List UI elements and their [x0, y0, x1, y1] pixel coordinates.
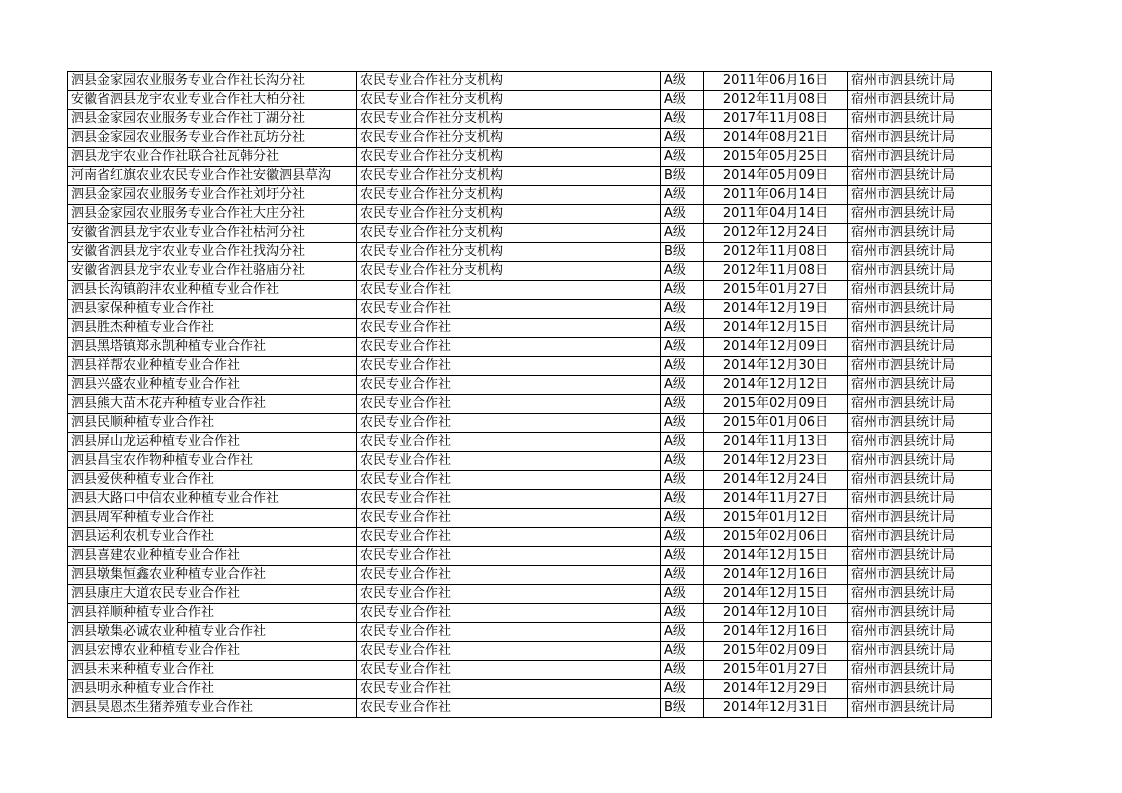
table-row	[68, 281, 992, 300]
grade-cell: A级	[661, 547, 704, 566]
date-cell: 2014年12月23日	[704, 452, 848, 471]
table-row	[68, 91, 992, 110]
date-cell: 2017年11月08日	[704, 110, 848, 129]
date-cell: 2014年12月15日	[704, 319, 848, 338]
date-cell: 2011年06月14日	[704, 186, 848, 205]
org-type-cell: 农民专业合作社分支机构	[357, 72, 661, 91]
authority-cell: 宿州市泗县统计局	[848, 604, 992, 623]
grade-cell: A级	[661, 376, 704, 395]
org-name-cell: 安徽省泗县龙宇农业专业合作社大柏分社	[68, 91, 357, 110]
org-name-cell: 泗县爱侠种植专业合作社	[68, 471, 357, 490]
table-row	[68, 262, 992, 281]
grade-cell: B级	[661, 167, 704, 186]
grade-cell: A级	[661, 300, 704, 319]
authority-cell: 宿州市泗县统计局	[848, 338, 992, 357]
date-cell: 2015年01月06日	[704, 414, 848, 433]
table-row	[68, 205, 992, 224]
org-type-cell: 农民专业合作社分支机构	[357, 148, 661, 167]
org-type-cell: 农民专业合作社分支机构	[357, 167, 661, 186]
org-type-cell: 农民专业合作社分支机构	[357, 186, 661, 205]
grade-cell: B级	[661, 243, 704, 262]
org-type-cell: 农民专业合作社	[357, 300, 661, 319]
grade-cell: A级	[661, 205, 704, 224]
authority-cell: 宿州市泗县统计局	[848, 509, 992, 528]
grade-cell: A级	[661, 452, 704, 471]
authority-cell: 宿州市泗县统计局	[848, 566, 992, 585]
authority-cell: 宿州市泗县统计局	[848, 224, 992, 243]
date-cell: 2012年12月24日	[704, 224, 848, 243]
grade-cell: A级	[661, 224, 704, 243]
authority-cell: 宿州市泗县统计局	[848, 110, 992, 129]
org-name-cell: 泗县金家园农业服务专业合作社长沟分社	[68, 72, 357, 91]
org-name-cell: 泗县昊恩杰生猪养殖专业合作社	[68, 699, 357, 718]
org-name-cell: 泗县金家园农业服务专业合作社刘圩分社	[68, 186, 357, 205]
org-name-cell: 泗县民顺种植专业合作社	[68, 414, 357, 433]
grade-cell: A级	[661, 281, 704, 300]
org-type-cell: 农民专业合作社	[357, 357, 661, 376]
org-type-cell: 农民专业合作社	[357, 471, 661, 490]
date-cell: 2012年11月08日	[704, 262, 848, 281]
table-row	[68, 186, 992, 205]
grade-cell: A级	[661, 110, 704, 129]
org-name-cell: 泗县墩集必诚农业种植专业合作社	[68, 623, 357, 642]
org-name-cell: 泗县明永种植专业合作社	[68, 680, 357, 699]
authority-cell: 宿州市泗县统计局	[848, 376, 992, 395]
table-row	[68, 528, 992, 547]
grade-cell: A级	[661, 509, 704, 528]
grade-cell: A级	[661, 623, 704, 642]
date-cell: 2014年12月12日	[704, 376, 848, 395]
grade-cell: A级	[661, 680, 704, 699]
grade-cell: A级	[661, 91, 704, 110]
org-name-cell: 泗县屏山龙运种植专业合作社	[68, 433, 357, 452]
date-cell: 2015年01月12日	[704, 509, 848, 528]
org-name-cell: 泗县长沟镇韵沣农业种植专业合作社	[68, 281, 357, 300]
org-type-cell: 农民专业合作社	[357, 585, 661, 604]
table-row	[68, 471, 992, 490]
org-name-cell: 泗县祥帮农业种植专业合作社	[68, 357, 357, 376]
org-name-cell: 泗县未来种植专业合作社	[68, 661, 357, 680]
org-name-cell: 泗县宏博农业种植专业合作社	[68, 642, 357, 661]
date-cell: 2014年12月16日	[704, 623, 848, 642]
org-name-cell: 泗县金家园农业服务专业合作社瓦坊分社	[68, 129, 357, 148]
grade-cell: A级	[661, 566, 704, 585]
org-name-cell: 泗县家保种植专业合作社	[68, 300, 357, 319]
date-cell: 2014年12月09日	[704, 338, 848, 357]
grade-cell: A级	[661, 642, 704, 661]
authority-cell: 宿州市泗县统计局	[848, 72, 992, 91]
table-row	[68, 699, 992, 718]
org-name-cell: 泗县金家园农业服务专业合作社大庄分社	[68, 205, 357, 224]
org-type-cell: 农民专业合作社	[357, 699, 661, 718]
grade-cell: A级	[661, 262, 704, 281]
table-row	[68, 547, 992, 566]
table-row	[68, 566, 992, 585]
org-name-cell: 河南省红旗农业农民专业合作社安徽泗县草沟	[68, 167, 357, 186]
date-cell: 2014年08月21日	[704, 129, 848, 148]
org-type-cell: 农民专业合作社分支机构	[357, 129, 661, 148]
grade-cell: A级	[661, 471, 704, 490]
org-name-cell: 泗县祥顺种植专业合作社	[68, 604, 357, 623]
org-type-cell: 农民专业合作社	[357, 547, 661, 566]
table-row	[68, 243, 992, 262]
date-cell: 2014年12月31日	[704, 699, 848, 718]
authority-cell: 宿州市泗县统计局	[848, 186, 992, 205]
grade-cell: A级	[661, 604, 704, 623]
org-type-cell: 农民专业合作社	[357, 414, 661, 433]
grade-cell: A级	[661, 129, 704, 148]
org-type-cell: 农民专业合作社	[357, 338, 661, 357]
org-name-cell: 泗县兴盛农业种植专业合作社	[68, 376, 357, 395]
date-cell: 2015年02月09日	[704, 642, 848, 661]
date-cell: 2014年12月15日	[704, 547, 848, 566]
authority-cell: 宿州市泗县统计局	[848, 661, 992, 680]
date-cell: 2014年12月15日	[704, 585, 848, 604]
date-cell: 2011年04月14日	[704, 205, 848, 224]
org-type-cell: 农民专业合作社	[357, 680, 661, 699]
authority-cell: 宿州市泗县统计局	[848, 205, 992, 224]
org-type-cell: 农民专业合作社分支机构	[357, 91, 661, 110]
grade-cell: A级	[661, 148, 704, 167]
authority-cell: 宿州市泗县统计局	[848, 490, 992, 509]
org-type-cell: 农民专业合作社	[357, 623, 661, 642]
grade-cell: A级	[661, 338, 704, 357]
authority-cell: 宿州市泗县统计局	[848, 680, 992, 699]
table-row	[68, 300, 992, 319]
org-name-cell: 泗县墩集恒鑫农业种植专业合作社	[68, 566, 357, 585]
grade-cell: B级	[661, 699, 704, 718]
date-cell: 2015年01月27日	[704, 281, 848, 300]
table-row	[68, 585, 992, 604]
org-type-cell: 农民专业合作社分支机构	[357, 205, 661, 224]
org-name-cell: 安徽省泗县龙宇农业专业合作社枯河分社	[68, 224, 357, 243]
date-cell: 2014年11月13日	[704, 433, 848, 452]
org-type-cell: 农民专业合作社	[357, 604, 661, 623]
date-cell: 2014年11月27日	[704, 490, 848, 509]
table-row	[68, 509, 992, 528]
table-row	[68, 357, 992, 376]
authority-cell: 宿州市泗县统计局	[848, 281, 992, 300]
authority-cell: 宿州市泗县统计局	[848, 129, 992, 148]
authority-cell: 宿州市泗县统计局	[848, 452, 992, 471]
org-type-cell: 农民专业合作社	[357, 433, 661, 452]
authority-cell: 宿州市泗县统计局	[848, 585, 992, 604]
date-cell: 2015年05月25日	[704, 148, 848, 167]
table-row	[68, 414, 992, 433]
authority-cell: 宿州市泗县统计局	[848, 243, 992, 262]
table-row	[68, 148, 992, 167]
table-row	[68, 167, 992, 186]
org-name-cell: 泗县大路口中信农业种植专业合作社	[68, 490, 357, 509]
table-row	[68, 680, 992, 699]
org-type-cell: 农民专业合作社	[357, 642, 661, 661]
table-row	[68, 110, 992, 129]
org-type-cell: 农民专业合作社分支机构	[357, 243, 661, 262]
date-cell: 2014年12月24日	[704, 471, 848, 490]
org-type-cell: 农民专业合作社	[357, 452, 661, 471]
org-name-cell: 安徽省泗县龙宇农业专业合作社找沟分社	[68, 243, 357, 262]
table-row	[68, 433, 992, 452]
authority-cell: 宿州市泗县统计局	[848, 319, 992, 338]
authority-cell: 宿州市泗县统计局	[848, 262, 992, 281]
org-name-cell: 泗县周军种植专业合作社	[68, 509, 357, 528]
org-type-cell: 农民专业合作社	[357, 395, 661, 414]
authority-cell: 宿州市泗县统计局	[848, 699, 992, 718]
date-cell: 2015年02月09日	[704, 395, 848, 414]
table-row	[68, 490, 992, 509]
date-cell: 2014年05月09日	[704, 167, 848, 186]
table-row	[68, 376, 992, 395]
org-name-cell: 泗县胜杰种植专业合作社	[68, 319, 357, 338]
org-type-cell: 农民专业合作社分支机构	[357, 262, 661, 281]
grade-cell: A级	[661, 528, 704, 547]
authority-cell: 宿州市泗县统计局	[848, 528, 992, 547]
org-type-cell: 农民专业合作社	[357, 490, 661, 509]
grade-cell: A级	[661, 395, 704, 414]
table-row	[68, 661, 992, 680]
grade-cell: A级	[661, 661, 704, 680]
org-name-cell: 安徽省泗县龙宇农业专业合作社骆庙分社	[68, 262, 357, 281]
cooperative-table	[67, 71, 992, 718]
grade-cell: A级	[661, 490, 704, 509]
org-name-cell: 泗县黑塔镇郑永凯种植专业合作社	[68, 338, 357, 357]
org-type-cell: 农民专业合作社	[357, 509, 661, 528]
authority-cell: 宿州市泗县统计局	[848, 642, 992, 661]
table-row	[68, 129, 992, 148]
table-row	[68, 604, 992, 623]
table-body	[68, 72, 992, 718]
grade-cell: A级	[661, 186, 704, 205]
date-cell: 2011年06月16日	[704, 72, 848, 91]
org-name-cell: 泗县昌宝农作物种植专业合作社	[68, 452, 357, 471]
org-type-cell: 农民专业合作社	[357, 566, 661, 585]
authority-cell: 宿州市泗县统计局	[848, 414, 992, 433]
org-type-cell: 农民专业合作社	[357, 376, 661, 395]
org-name-cell: 泗县龙宇农业合作社联合社瓦韩分社	[68, 148, 357, 167]
table-row	[68, 338, 992, 357]
grade-cell: A级	[661, 414, 704, 433]
authority-cell: 宿州市泗县统计局	[848, 623, 992, 642]
org-name-cell: 泗县康庄大道农民专业合作社	[68, 585, 357, 604]
authority-cell: 宿州市泗县统计局	[848, 167, 992, 186]
authority-cell: 宿州市泗县统计局	[848, 300, 992, 319]
date-cell: 2014年12月30日	[704, 357, 848, 376]
org-type-cell: 农民专业合作社	[357, 319, 661, 338]
table-row	[68, 319, 992, 338]
grade-cell: A级	[661, 357, 704, 376]
table-row	[68, 642, 992, 661]
org-name-cell: 泗县金家园农业服务专业合作社丁湖分社	[68, 110, 357, 129]
table-row	[68, 452, 992, 471]
date-cell: 2015年01月27日	[704, 661, 848, 680]
date-cell: 2012年11月08日	[704, 91, 848, 110]
table-row	[68, 623, 992, 642]
grade-cell: A级	[661, 433, 704, 452]
org-type-cell: 农民专业合作社	[357, 281, 661, 300]
authority-cell: 宿州市泗县统计局	[848, 91, 992, 110]
authority-cell: 宿州市泗县统计局	[848, 357, 992, 376]
org-type-cell: 农民专业合作社分支机构	[357, 110, 661, 129]
authority-cell: 宿州市泗县统计局	[848, 395, 992, 414]
date-cell: 2014年12月19日	[704, 300, 848, 319]
org-name-cell: 泗县运利农机专业合作社	[68, 528, 357, 547]
grade-cell: A级	[661, 72, 704, 91]
date-cell: 2014年12月29日	[704, 680, 848, 699]
authority-cell: 宿州市泗县统计局	[848, 433, 992, 452]
org-type-cell: 农民专业合作社	[357, 528, 661, 547]
org-type-cell: 农民专业合作社	[357, 661, 661, 680]
org-name-cell: 泗县熊大苗木花卉种植专业合作社	[68, 395, 357, 414]
table-row	[68, 72, 992, 91]
org-name-cell: 泗县喜建农业种植专业合作社	[68, 547, 357, 566]
table-row	[68, 224, 992, 243]
grade-cell: A级	[661, 585, 704, 604]
date-cell: 2014年12月10日	[704, 604, 848, 623]
date-cell: 2015年02月06日	[704, 528, 848, 547]
date-cell: 2012年11月08日	[704, 243, 848, 262]
table-row	[68, 395, 992, 414]
authority-cell: 宿州市泗县统计局	[848, 547, 992, 566]
grade-cell: A级	[661, 319, 704, 338]
date-cell: 2014年12月16日	[704, 566, 848, 585]
authority-cell: 宿州市泗县统计局	[848, 148, 992, 167]
org-type-cell: 农民专业合作社分支机构	[357, 224, 661, 243]
authority-cell: 宿州市泗县统计局	[848, 471, 992, 490]
